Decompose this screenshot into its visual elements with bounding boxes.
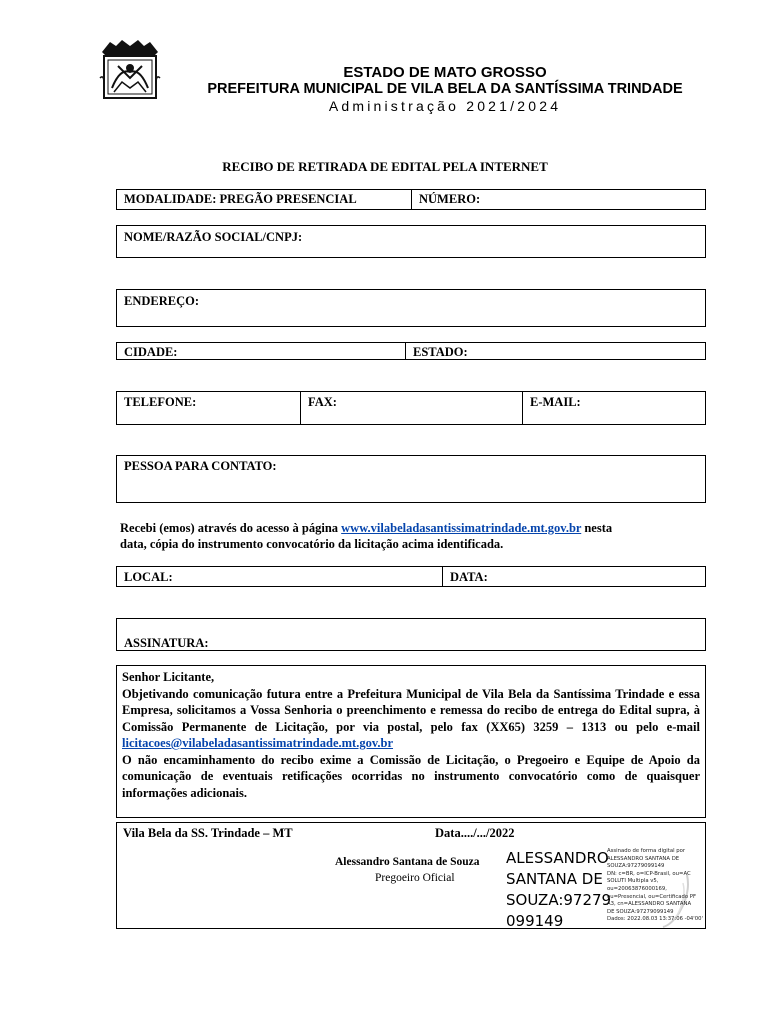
- footer-city: Vila Bela da SS. Trindade – MT: [123, 826, 293, 840]
- notice-body1: Objetivando comunicação futura entre a Prefeitura Municipal de Vila Bela da Santíssima Trindade e essa Empresa, solicitamos a Vossa Senhoria o preenchimento e remessa do recibo de entrega do Edital supra, à Comissão Permanente de Licitação, por via postal, pelo fax (XX65) 3259 – 1313 ou pelo e-mail: [122, 686, 700, 734]
- field-data[interactable]: DATA:: [450, 570, 488, 584]
- notice-greeting: Senhor Licitante,: [122, 670, 215, 684]
- field-endereco[interactable]: [116, 289, 706, 327]
- notice-email-link[interactable]: licitacoes@vilabeladasantissimatrindade.mt.gov.br: [122, 736, 394, 750]
- row-telefone: [116, 391, 706, 425]
- signer-role: Pregoeiro Oficial: [375, 872, 455, 884]
- row-local: [116, 566, 706, 587]
- field-local[interactable]: LOCAL:: [124, 570, 173, 584]
- footer-box: [116, 822, 706, 929]
- header-administracao: Administração 2021/2024: [328, 98, 562, 114]
- header-state: ESTADO DE MATO GROSSO: [343, 64, 547, 81]
- field-nome[interactable]: [116, 225, 706, 258]
- row-modalidade: [116, 189, 706, 210]
- receipt-text-before: Recebi (emos) através do acesso à página: [120, 521, 342, 535]
- row-cidade: [116, 342, 706, 360]
- website-link[interactable]: www.vilabeladasantissimatrindade.mt.gov.br: [341, 521, 582, 535]
- footer-date: Data..../.../2022: [435, 826, 515, 840]
- field-numero[interactable]: NÚMERO:: [419, 192, 481, 206]
- label-assinatura: ASSINATURA:: [124, 636, 209, 650]
- receipt-text-after: nesta: [581, 521, 613, 535]
- label-modalidade: MODALIDADE: PREGÃO PRESENCIAL: [124, 192, 357, 206]
- field-telefone[interactable]: TELEFONE:: [124, 395, 197, 409]
- label-endereco: ENDEREÇO:: [124, 294, 200, 308]
- label-contato: PESSOA PARA CONTATO:: [124, 459, 277, 473]
- digital-signature-name: ALESSANDRO SANTANA DE SOUZA:97279 099149: [506, 849, 612, 930]
- receipt-line2: data, cópia do instrumento convocatório da licitação acima identificada.: [120, 537, 504, 551]
- field-fax[interactable]: FAX:: [308, 395, 337, 409]
- field-estado[interactable]: ESTADO:: [413, 345, 468, 359]
- field-contato[interactable]: [116, 455, 706, 503]
- notice-body2: O não encaminhamento do recibo exime a Comissão de Licitação, o Pregoeiro e Equipe de Apoio da comunicação de eventuais retificações ocorridas no instrumento convocatório como de quaisquer informações adicionais.: [122, 752, 700, 800]
- header-prefeitura: PREFEITURA MUNICIPAL DE VILA BELA DA SANTÍSSIMA TRINDADE: [207, 81, 683, 97]
- field-assinatura[interactable]: [116, 618, 706, 651]
- signer-name: Alessandro Santana de Souza: [335, 856, 480, 868]
- receipt-paragraph: [120, 520, 706, 552]
- field-cidade[interactable]: CIDADE:: [124, 345, 178, 359]
- document-title: RECIBO DE RETIRADA DE EDITAL PELA INTERNET: [222, 159, 548, 174]
- notice-box: [116, 665, 706, 818]
- digital-signature-details: Assinado de forma digital por ALESSANDRO SANTANA DE SOUZA:97279099149 DN: c=BR, o=ICP-Brasil, ou=AC SOLUTI Multipla v5, ou=20063876000169, ou=Presencial, ou=Certificado PF A3, cn=ALESSANDRO SANTANA DE SOUZA:97279099149 Dados: 2022.08.03 13:37:06 -04'00': [607, 848, 703, 923]
- label-nome: NOME/RAZÃO SOCIAL/CNPJ:: [124, 230, 303, 244]
- field-email[interactable]: E-MAIL:: [530, 395, 581, 409]
